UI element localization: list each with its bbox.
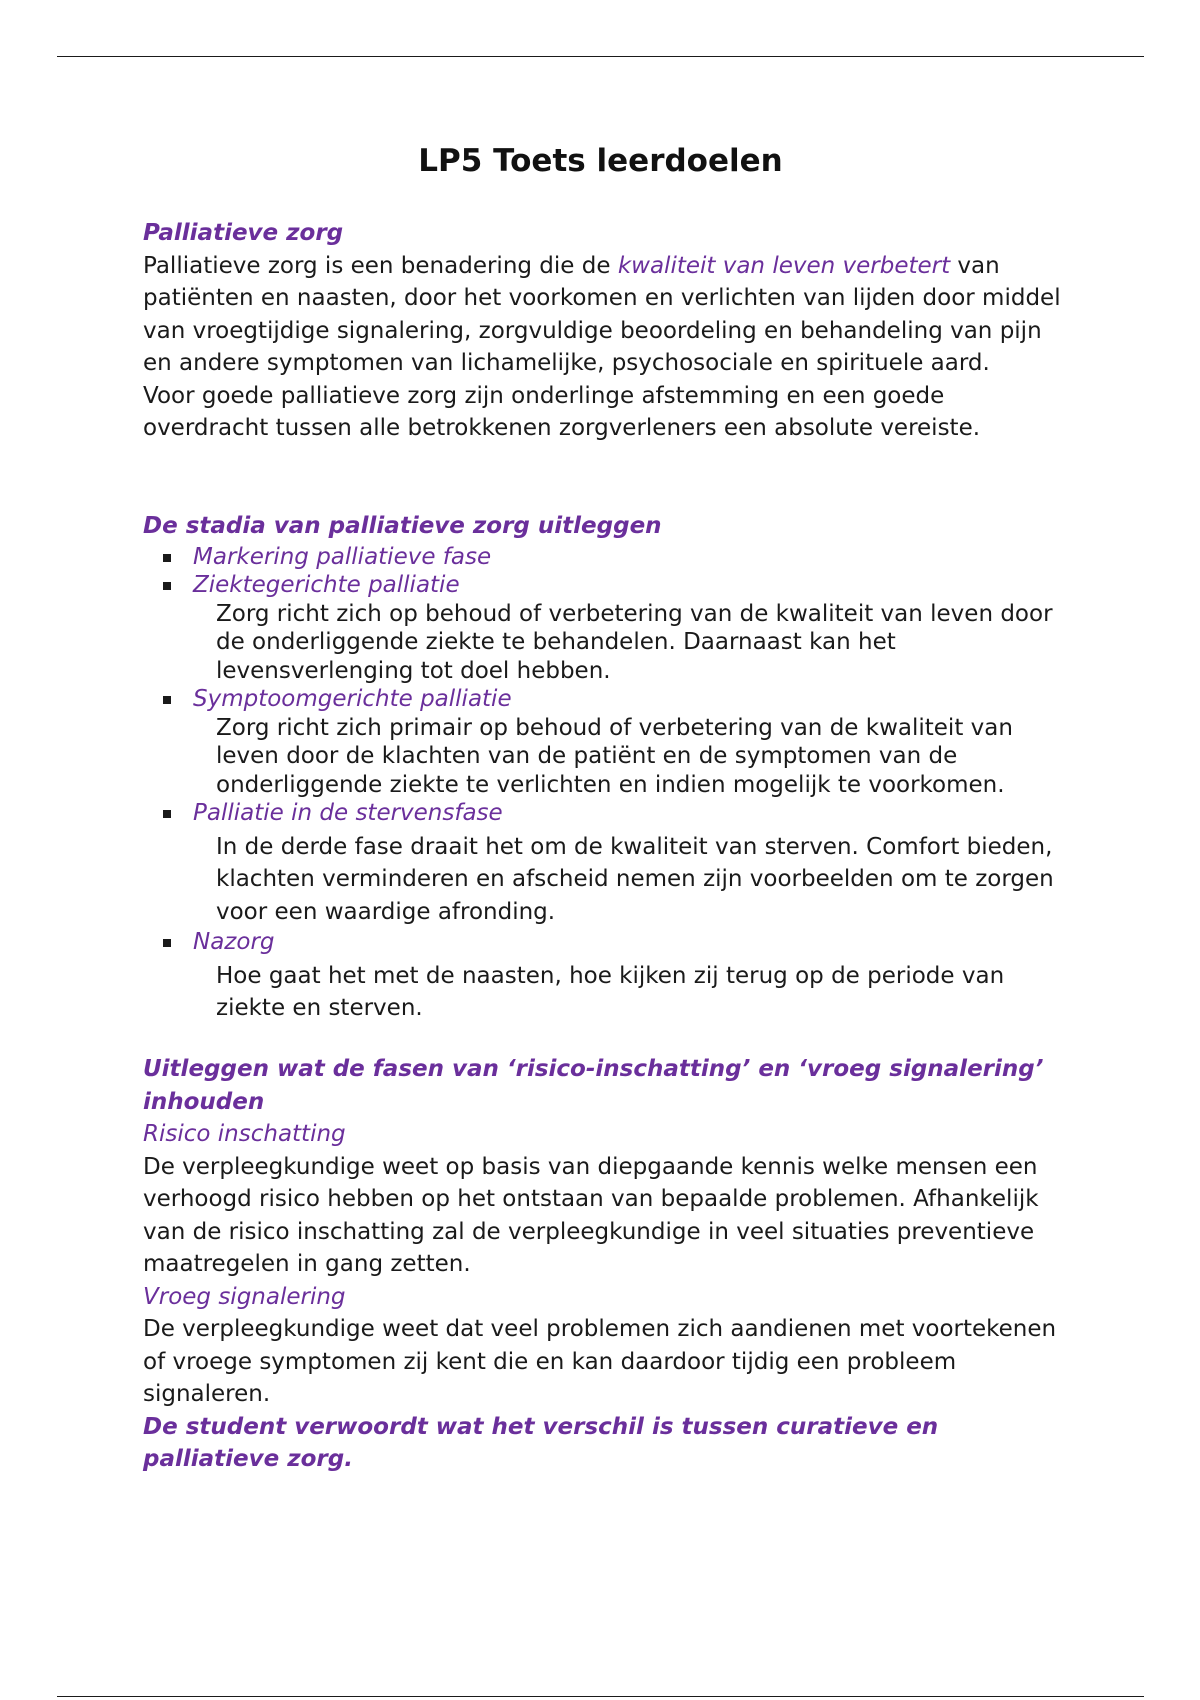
- top-rule: [57, 56, 1144, 57]
- section-risico-vroeg: [143, 1053, 1063, 1476]
- paragraph: Voor goede palliatieve zorg zijn onderlinge afstemming en een goede overdracht tussen alle betrokkenen zorgverleners een absolute vereiste.: [143, 382, 981, 441]
- list-item: [143, 685, 1063, 799]
- list-item: [143, 799, 1063, 928]
- section-heading: Uitleggen wat de fasen van ‘risico-inschatting’ en ‘vroeg signalering’ inhouden: [143, 1056, 1044, 1115]
- subheading-risico: Risico inschatting: [143, 1121, 346, 1147]
- bullet-icon: [163, 582, 171, 590]
- section-heading: Palliatieve zorg: [143, 220, 344, 246]
- subheading-vroeg: Vroeg signalering: [143, 1283, 346, 1310]
- bullet-icon: [163, 810, 171, 818]
- paragraph-text: Palliatieve zorg is een benadering die de: [143, 252, 618, 279]
- list-item-label: Palliatie in de stervensfase: [193, 800, 503, 826]
- paragraph: De verpleegkundige weet op basis van diepgaande kennis welke mensen een verhoogd risico hebben op het ontstaan van bepaalde problemen. Afhankelijk van de risico inschatting zal de verpleegkundige in veel situaties preventieve maatregelen in gang zetten.: [143, 1153, 1039, 1277]
- section-heading: De stadia van palliatieve zorg uitleggen: [143, 513, 662, 539]
- section-palliatieve-zorg: [143, 217, 1063, 445]
- list-item-description: Zorg richt zich op behoud of verbetering van de kwaliteit van leven door de onderliggende ziekte te behandelen. Daarnaast kan het levensverlenging tot doel hebben.: [216, 600, 1053, 684]
- definition-paragraph: [143, 250, 1063, 380]
- list-item-label: Nazorg: [193, 929, 275, 955]
- emphasis-text: kwaliteit van leven verbetert: [617, 252, 951, 279]
- bullet-icon: [163, 939, 171, 947]
- list-item: [143, 543, 1063, 572]
- list-item-label: Ziektegerichte palliatie: [193, 572, 460, 598]
- paragraph: De verpleegkundige weet dat veel problemen zich aandienen met voortekenen of vroege symptomen zij kent die en kan daardoor tijdig een probleem signaleren.: [143, 1316, 1057, 1407]
- list-item-description: In de derde fase draait het om de kwaliteit van sterven. Comfort bieden, klachten verminderen en afscheid nemen zijn voorbeelden om te zorgen voor een waardige afronding.: [216, 833, 1054, 925]
- list-item: [143, 928, 1063, 1025]
- paragraph-text: van patiënten en naasten, door het voorkomen en verlichten van lijden door middel van vroegtijdige signalering, zorgvuldige beoordeling en behandeling van pijn en andere symptomen van lichamelijke, psychosociale en spirituele aard.: [143, 252, 1061, 376]
- list-item-label: Markering palliatieve fase: [193, 543, 492, 570]
- list-item-description: Zorg richt zich primair op behoud of verbetering van de kwaliteit van leven door de klachten van de patiënt en de symptomen van de onderliggende ziekte te verlichten en indien mogelijk te voorkomen.: [216, 714, 1013, 798]
- bottom-rule: [57, 1696, 1144, 1697]
- list-item-label: Symptoomgerichte palliatie: [193, 686, 512, 712]
- bullet-icon: [163, 696, 171, 704]
- section-heading-curatief: De student verwoordt wat het verschil is tussen curatieve en palliatieve zorg.: [143, 1413, 939, 1472]
- section-stadia: [143, 510, 1063, 1025]
- bullet-icon: [163, 554, 171, 562]
- stages-list: [143, 543, 1063, 1025]
- list-item-description: Hoe gaat het met de naasten, hoe kijken zij terug op de periode van ziekte en sterven.: [216, 962, 1005, 1021]
- page-title: LP5 Toets leerdoelen: [418, 143, 783, 179]
- list-item: [143, 571, 1063, 685]
